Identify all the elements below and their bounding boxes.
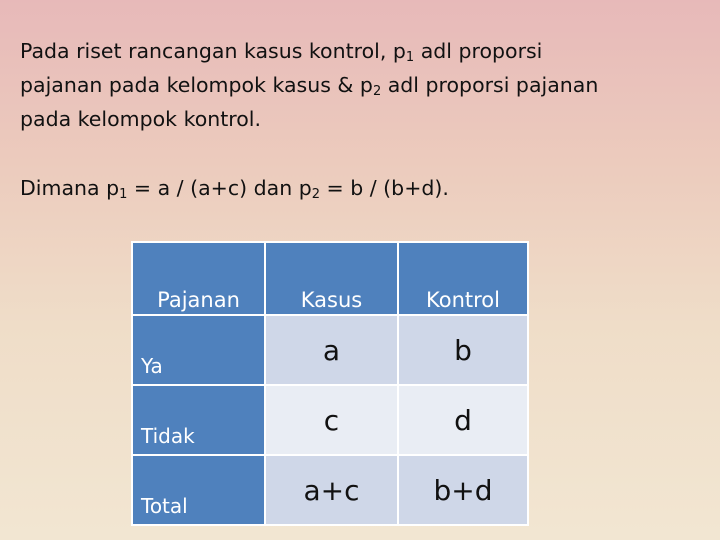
header-kasus: Kasus [265,242,398,315]
cell-kasus: c [265,385,398,455]
table-row [132,455,528,525]
table-header-row [132,242,528,315]
header-kontrol: Kontrol [398,242,528,315]
row-label: Tidak [132,385,265,455]
para2-sub: 1 [119,187,128,202]
row-label: Ya [132,315,265,385]
para2-text: Dimana p [20,176,120,200]
para2-text: = a / (a+c) dan p [127,176,312,200]
para1-text: pajanan pada kelompok kasus & p [20,73,373,97]
cell-kasus: a+c [265,455,398,525]
cell-kontrol: b+d [398,455,528,525]
para1-sub: 2 [372,84,382,99]
para1-text: pada kelompok kontrol. [20,107,262,131]
cell-kontrol: b [398,315,528,385]
cell-kasus: a [265,315,398,385]
cell-kontrol: d [398,385,528,455]
para2-sub: 2 [311,187,321,202]
definition-paragraph [20,34,710,136]
para2-text: = b / (b+d). [320,176,449,200]
para1-sub: 1 [405,50,415,65]
row-label: Total [132,455,265,525]
para1-text: adl proporsi pajanan [381,73,599,97]
formula-paragraph [20,171,710,205]
para1-text: adl proporsi [414,39,543,63]
contingency-table [131,241,529,526]
table-row [132,385,528,455]
para1-text: Pada riset rancangan kasus kontrol, p [20,39,406,63]
header-pajanan: Pajanan [132,242,265,315]
table-row [132,315,528,385]
